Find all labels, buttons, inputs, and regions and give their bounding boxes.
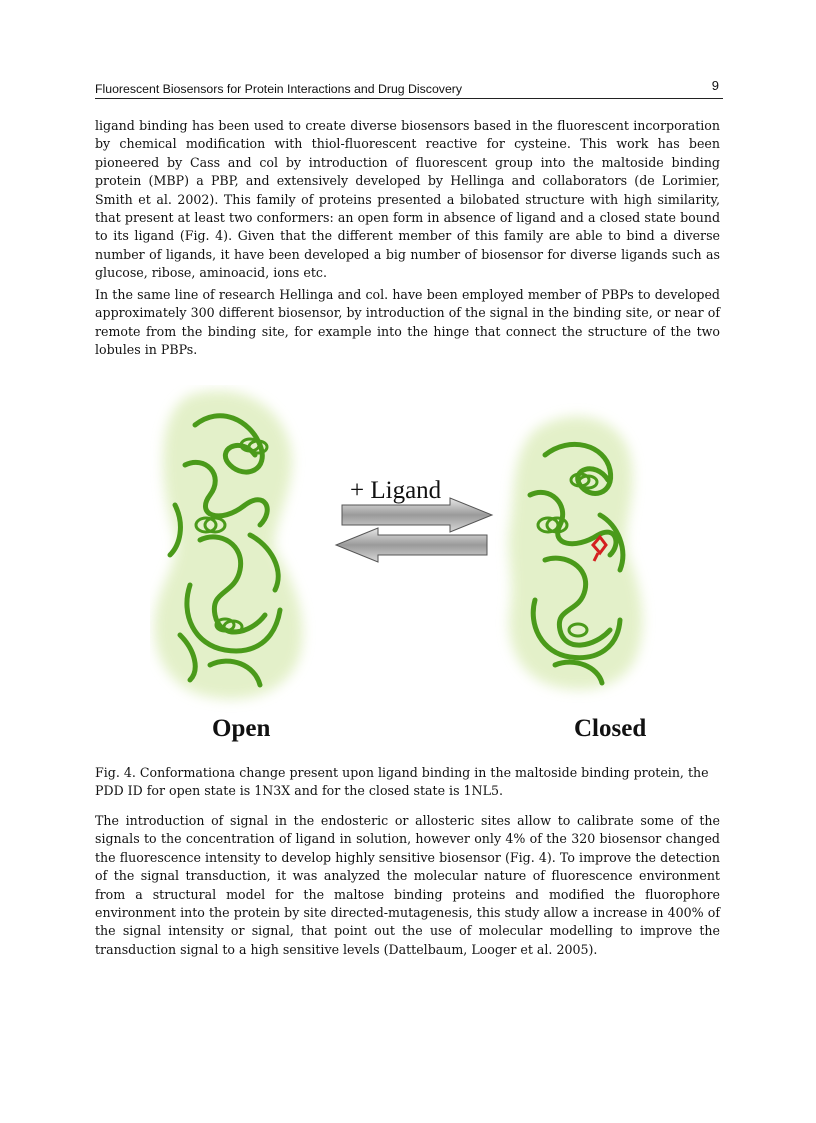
figure-4 (150, 385, 670, 745)
ligand-label: + Ligand (350, 477, 442, 504)
figure-illustration (150, 385, 670, 745)
body-paragraph-2: In the same line of research Hellinga and col. have been employed member of PBPs to developed approximately 300 different biosensor, by introduction of the signal in the binding site, or near of remote from the binding site, for example into the hinge that connect the structure of the two lobules in PBPs. (95, 287, 720, 358)
reverse-arrow-icon (336, 528, 487, 562)
figure-caption: Fig. 4. Conformationa change present upon ligand binding in the maltoside binding protein, the PDD ID for open state is 1N3X and for the closed state is 1NL5. (95, 765, 709, 799)
running-header (95, 80, 723, 99)
page-number: 9 (711, 78, 719, 93)
closed-label: Closed (574, 715, 647, 742)
header-title: Fluorescent Biosensors for Protein Interactions and Drug Discovery (95, 82, 463, 96)
body-paragraph-1: ligand binding has been used to create diverse biosensors based in the fluorescent incorporation by chemical modification with thiol-fluorescent reactive for cysteine. This work has been pioneered by Cass and col by introduction of fluorescent group into the maltoside binding protein (MBP) a PBP, and extensively developed by Hellinga and collaborators (de Lorimier, Smith et al. 2002). This family of proteins presented a bilobated structure with high similarity, that present at least two conformers: an open form in absence of ligand and a closed state bound to its ligand (Fig. 4). Given that the different member of this family are able to bind a diverse number of ligands, it have been developed a big number of biosensor for diverse ligands such as glucose, ribose, aminoacid, ions etc. (95, 118, 720, 281)
open-label: Open (212, 715, 271, 742)
open-protein-structure (154, 391, 302, 700)
closed-protein-structure (509, 416, 643, 689)
body-paragraph-3: The introduction of signal in the endosteric or allosteric sites allow to calibrate some of the signals to the concentration of ligand in solution, however only 4% of the 320 biosensor changed the fluorescence intensity to develop highly sensitive biosensor (Fig. 4). To improve the detection of the signal transduction, it was analyzed the molecular nature of fluorescence environment from a structural model for the maltose binding proteins and modified the fluorophore environment into the protein by site directed-mutagenesis, this study allow a increase in 400% of the signal intensity or signal, that point out the use of molecular modelling to improve the transduction signal to a high sensitive levels (Dattelbaum, Looger et al. 2005). (95, 813, 720, 957)
